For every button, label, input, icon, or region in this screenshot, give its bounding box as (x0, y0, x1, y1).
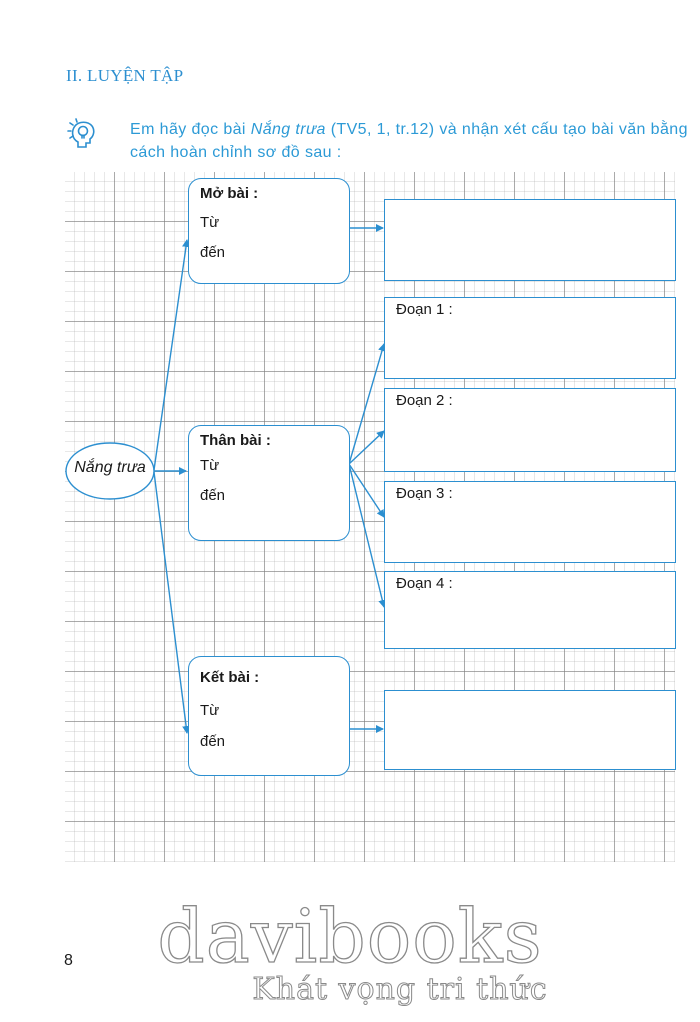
arrow-to-paragraph-3 (349, 464, 384, 517)
paragraph-4-box[interactable] (384, 571, 676, 649)
instruction-after: (TV5, 1, tr.12) và nhận xét cấu tạo bài văn bằng cách hoàn chỉnh sơ đồ sau : (130, 121, 688, 161)
intro-from-label: Từ (200, 214, 220, 231)
body-box (188, 425, 350, 541)
section-title: II. LUYỆN TẬP (66, 66, 184, 85)
arrow-to-ending (154, 472, 187, 733)
paragraph-2-box[interactable] (384, 388, 676, 472)
paragraph-1-box[interactable] (384, 297, 676, 379)
brand-watermark (150, 892, 550, 1012)
arrow-to-paragraph-1 (349, 344, 384, 464)
page-number: 8 (64, 952, 73, 969)
ending-from-label: Từ (200, 702, 220, 719)
arrow-to-intro (154, 240, 187, 470)
paragraph-3-label: Đoạn 3 : (396, 485, 453, 502)
work-title: Nắng trưa (250, 121, 326, 138)
ending-answer-box[interactable] (384, 690, 676, 770)
brand-name: davibooks (157, 894, 543, 980)
intro-answer-box[interactable] (384, 199, 676, 281)
arrow-to-paragraph-4 (349, 464, 384, 607)
ending-to-label: đến (200, 733, 226, 750)
ending-box (188, 656, 350, 776)
intro-heading: Mở bài : (200, 185, 259, 202)
paragraph-1-label: Đoạn 1 : (396, 301, 453, 318)
instruction-before: Em hãy đọc bài (130, 121, 251, 138)
topic-label: Nắng trưa (74, 459, 146, 476)
ending-heading: Kết bài : (200, 669, 260, 686)
brand-slogan: Khát vọng tri thức (252, 972, 548, 1007)
paragraph-2-label: Đoạn 2 : (396, 392, 453, 409)
body-to-label: đến (200, 487, 226, 504)
body-from-label: Từ (200, 457, 220, 474)
paragraph-3-box[interactable] (384, 481, 676, 563)
body-heading: Thân bài : (200, 432, 271, 449)
paragraph-4-label: Đoạn 4 : (396, 575, 453, 592)
intro-to-label: đến (200, 244, 226, 261)
intro-box (188, 178, 350, 284)
